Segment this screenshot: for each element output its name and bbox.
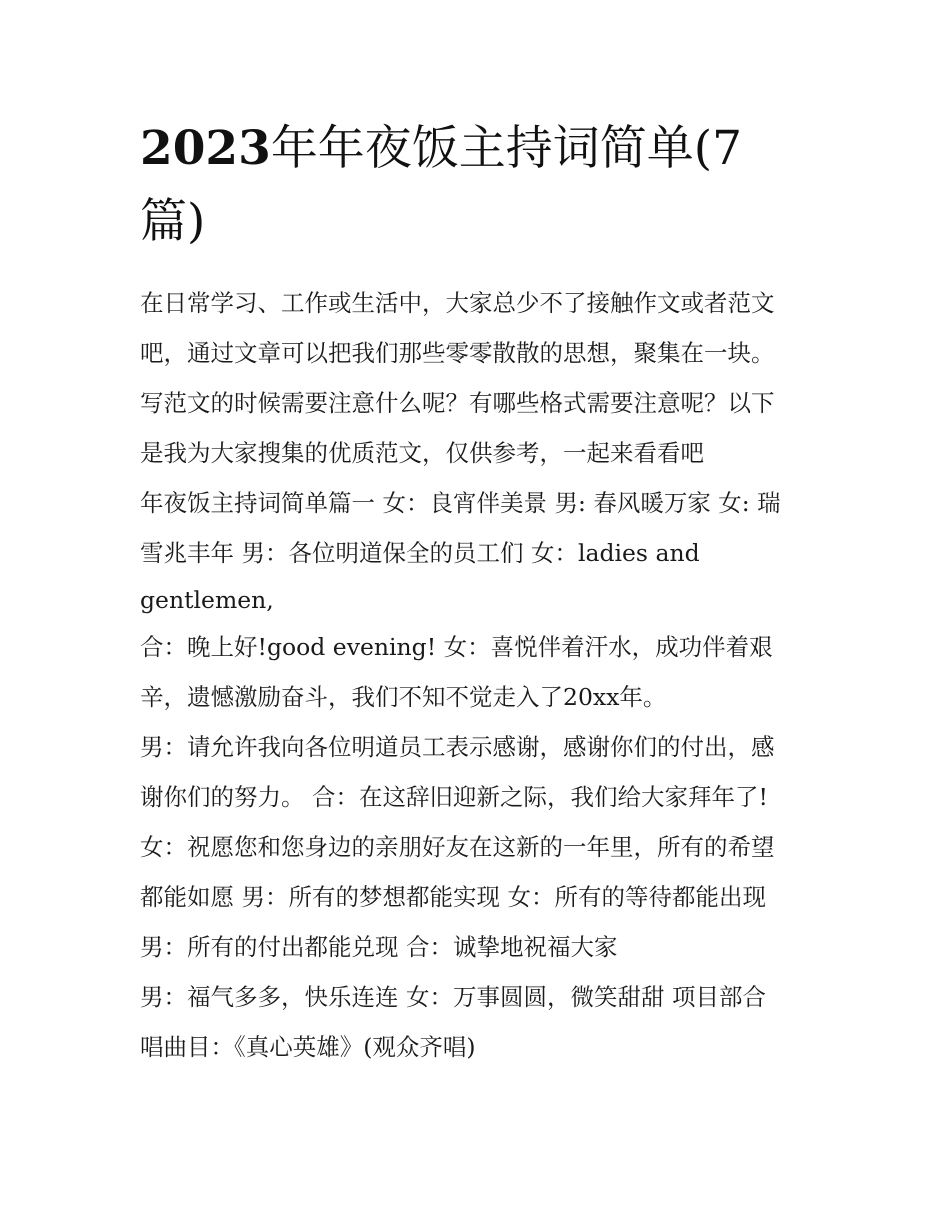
document-body bbox=[140, 278, 820, 1072]
paragraph-2 bbox=[140, 622, 820, 722]
paragraph-4 bbox=[140, 972, 820, 1072]
text-line: 雪兆丰年 男：各位明道保全的员工们 女：ladies and bbox=[140, 539, 700, 567]
title-year: 2023 bbox=[140, 121, 271, 176]
text-line: 都能如愿 男：所有的梦想都能实现 女：所有的等待都能出现 bbox=[140, 883, 766, 911]
paragraph-1 bbox=[140, 478, 820, 578]
title-text: 年年夜饭主持词简单(7 bbox=[270, 121, 743, 176]
text-line: 年夜饭主持词简单篇一 女：良宵伴美景 男: 春风暖万家 女: 瑞 bbox=[140, 489, 781, 517]
text-line: 在日常学习、工作或生活中，大家总少不了接触作文或者范文 bbox=[140, 289, 775, 317]
intro-paragraph bbox=[140, 278, 820, 478]
text-line: 谢你们的努力。 合：在这辞旧迎新之际，我们给大家拜年了! bbox=[140, 783, 768, 811]
paragraph-3 bbox=[140, 722, 820, 972]
title-line-2: 篇) bbox=[140, 194, 206, 249]
text-line: 男：所有的付出都能兑现 合：诚挚地祝福大家 bbox=[140, 933, 618, 961]
text-line: 合：晚上好!good evening! 女：喜悦伴着汗水，成功伴着艰 bbox=[140, 633, 773, 661]
text-line: 是我为大家搜集的优质范文，仅供参考，一起来看看吧 bbox=[140, 439, 704, 467]
title-line-1 bbox=[140, 112, 820, 185]
text-line: 女：祝愿您和您身边的亲朋好友在这新的一年里，所有的希望 bbox=[140, 833, 775, 861]
paragraph-1-continued bbox=[140, 578, 820, 622]
text-line: 唱曲目：《真心英雄》(观众齐唱) bbox=[140, 1033, 476, 1061]
text-line: 吧，通过文章可以把我们那些零零散散的思想，聚集在一块。 bbox=[140, 339, 775, 367]
document-title bbox=[140, 112, 820, 258]
text-line: 辛，遗憾激励奋斗，我们不知不觉走入了20xx年。 bbox=[140, 683, 667, 711]
text-line: 男：请允许我向各位明道员工表示感谢，感谢你们的付出，感 bbox=[140, 733, 775, 761]
text-line: 男：福气多多，快乐连连 女：万事圆圆，微笑甜甜 项目部合 bbox=[140, 983, 766, 1011]
text-line: 写范文的时候需要注意什么呢？有哪些格式需要注意呢？以下 bbox=[140, 389, 775, 417]
text-line: gentlemen, bbox=[140, 586, 274, 614]
